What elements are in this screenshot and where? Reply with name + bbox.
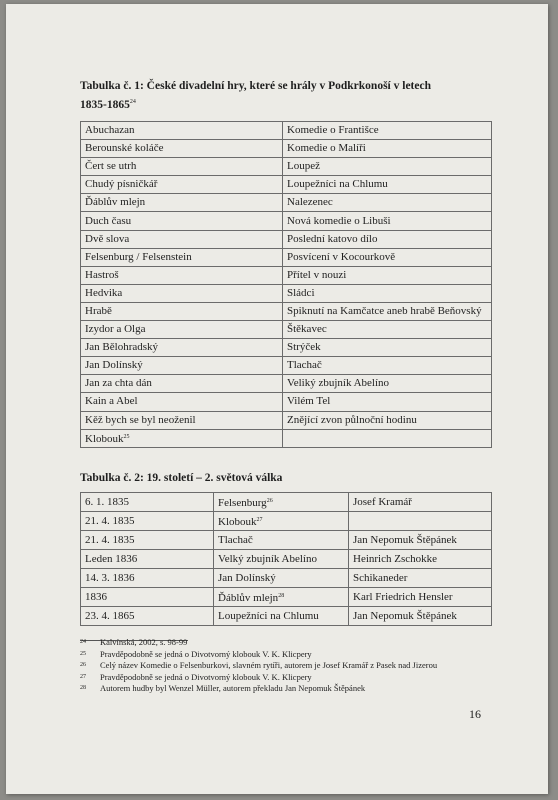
cell-text: Josef Kramář: [353, 495, 412, 508]
title-cell: [214, 493, 349, 512]
cell-text: 21. 4. 1835: [85, 533, 135, 546]
cell-text: Čert se utrh: [85, 160, 137, 173]
table-row: [81, 512, 492, 531]
cell-text: Hrabě: [85, 304, 112, 317]
cell-text: Leden 1836: [85, 552, 138, 565]
play-title-cell: [81, 212, 283, 230]
cell-text: Izydor a Olga: [85, 323, 146, 336]
cell-text: Komedie o Františce: [287, 124, 379, 137]
table-row: [81, 550, 492, 569]
table-row: [81, 493, 492, 512]
footnotes: [80, 637, 437, 695]
footnote-ref: 28: [278, 592, 285, 599]
cell-text: Tlachač: [218, 533, 253, 546]
footnote-number: 25: [80, 650, 86, 657]
cell-text: Strýček: [287, 341, 321, 354]
play-title-cell-right: [283, 357, 492, 375]
play-title-cell: [81, 158, 283, 176]
play-title-cell-right: [283, 339, 492, 357]
footnote-ref: 25: [123, 433, 130, 440]
cell-text: Kěž bych se byl neoženil: [85, 413, 196, 426]
table-row: [81, 339, 492, 357]
footnote-ref: 24: [129, 99, 136, 105]
play-title-cell: [81, 302, 283, 320]
footnote: [80, 660, 437, 672]
table-row: [81, 230, 492, 248]
date-cell: [81, 607, 214, 626]
play-title-cell: [81, 429, 283, 447]
date-cell: [81, 550, 214, 569]
title-cell: [214, 569, 349, 588]
footnote: [80, 637, 437, 649]
play-title-cell-right: [283, 248, 492, 266]
cell-text: Felsenburg / Felsenstein: [85, 250, 192, 263]
author-cell: [349, 588, 492, 607]
play-title-cell-right: [283, 266, 492, 284]
author-cell: [349, 607, 492, 626]
play-title-cell: [81, 393, 283, 411]
cell-text: Veliký zbujník Abelíno: [287, 377, 390, 390]
cell-text: 1836: [85, 590, 107, 603]
table-row: [81, 429, 492, 447]
play-title-cell-right: [283, 375, 492, 393]
play-title-cell-right: [283, 411, 492, 429]
table-row: [81, 393, 492, 411]
cell-text: Dvě slova: [85, 232, 130, 245]
title-cell: [214, 550, 349, 569]
date-cell: [81, 588, 214, 607]
cell-text: Vilém Tel: [287, 395, 331, 408]
cell-text: Jan Nepomuk Štěpánek: [353, 609, 457, 622]
cell-text: Jan Bělohradský: [85, 341, 159, 354]
cell-text: Heinrich Zschokke: [353, 552, 437, 565]
cell-text: Jan za chta dán: [85, 377, 152, 390]
footnote-number: 26: [80, 662, 86, 669]
cell-text: 21. 4. 1835: [85, 514, 135, 527]
cell-text: Loupež: [287, 160, 320, 173]
table-plays-podkrkonosi: [80, 121, 492, 448]
document-page: [6, 4, 548, 794]
cell-text: Tlachač: [287, 359, 322, 372]
play-title-cell: [81, 140, 283, 158]
play-title-cell: [81, 357, 283, 375]
table-row: [81, 122, 492, 140]
play-title-cell-right: [283, 212, 492, 230]
title-cell: [214, 531, 349, 550]
table1-caption-years: 1835-1865: [80, 99, 130, 111]
play-title-cell-right: [283, 302, 492, 320]
table-row: [81, 531, 492, 550]
date-cell: [81, 531, 214, 550]
title-cell: [214, 512, 349, 531]
table-row: [81, 607, 492, 626]
play-title-cell: [81, 339, 283, 357]
table-row: [81, 302, 492, 320]
play-title-cell: [81, 176, 283, 194]
table-row: [81, 176, 492, 194]
table-row: [81, 357, 492, 375]
footnote-number: 28: [80, 685, 86, 692]
cell-text: Přítel v nouzi: [287, 268, 347, 281]
cell-text: Duch času: [85, 214, 132, 227]
table-row: [81, 375, 492, 393]
play-title-cell-right: [283, 429, 492, 447]
play-title-cell-right: [283, 230, 492, 248]
cell-text: Klobouk: [85, 432, 124, 445]
play-title-cell-right: [283, 194, 492, 212]
play-title-cell: [81, 194, 283, 212]
footnote: [80, 683, 437, 695]
table1-caption-line2: [80, 94, 431, 113]
cell-text: Karl Friedrich Hensler: [353, 590, 453, 603]
table1-caption-line1: Tabulka č. 1: České divadelní hry, které se hrály v Podkrkonoší v letech: [80, 80, 431, 92]
cell-text: Posvícení v Kocourkově: [287, 250, 396, 263]
footnote: [80, 649, 437, 661]
play-title-cell: [81, 266, 283, 284]
cell-text: Spiknutí na Kamčatce aneb hrabě Beňovský: [287, 304, 482, 317]
table-row: [81, 569, 492, 588]
cell-text: 14. 3. 1836: [85, 571, 135, 584]
cell-text: Znějící zvon půlnoční hodinu: [287, 413, 417, 426]
table2-body: [81, 493, 492, 626]
cell-text: Poslední katovo dílo: [287, 232, 378, 245]
cell-text: Ďáblův mlejn: [85, 196, 146, 209]
table-row: [81, 140, 492, 158]
table-row: [81, 212, 492, 230]
cell-text: Nalezenec: [287, 196, 333, 209]
cell-text: Nová komedie o Libuši: [287, 214, 391, 227]
author-cell: [349, 493, 492, 512]
table-row: [81, 588, 492, 607]
cell-text: Abuchazan: [85, 124, 135, 137]
play-title-cell-right: [283, 321, 492, 339]
play-title-cell: [81, 230, 283, 248]
footnote-text: Kalvínská, 2002, s. 98-99: [100, 637, 188, 647]
author-cell: [349, 531, 492, 550]
play-title-cell-right: [283, 176, 492, 194]
date-cell: [81, 493, 214, 512]
cell-text: Chudý písničkář: [85, 178, 158, 191]
play-title-cell: [81, 248, 283, 266]
table-row: [81, 194, 492, 212]
cell-text: Schikaneder: [353, 571, 408, 584]
table-row: [81, 284, 492, 302]
cell-text: 23. 4. 1865: [85, 609, 135, 622]
play-title-cell-right: [283, 393, 492, 411]
date-cell: [81, 569, 214, 588]
table-row: [81, 248, 492, 266]
page-number: 16: [469, 707, 481, 721]
table-row: [81, 266, 492, 284]
cell-text: Štěkavec: [287, 323, 327, 336]
play-title-cell: [81, 321, 283, 339]
footnote-ref: 27: [256, 516, 263, 523]
title-cell: [214, 588, 349, 607]
footnote-text: Pravděpodobně se jedná o Divotvorný klobouk V. K. Klicpery: [100, 671, 312, 682]
table-19th-century: [80, 492, 492, 626]
play-title-cell: [81, 284, 283, 302]
play-title-cell: [81, 375, 283, 393]
footnote-ref: 26: [266, 497, 273, 504]
cell-text: Sládci: [287, 286, 315, 299]
cell-text: Komedie o Malíři: [287, 142, 366, 155]
author-cell: [349, 512, 492, 531]
author-cell: [349, 569, 492, 588]
cell-text: Velký zbujník Abelíno: [218, 552, 317, 565]
cell-text: Hastroš: [85, 268, 119, 281]
footnote-text: Celý název Komedie o Felsenburkovi, slavném rytíři, autorem je Josef Kramář z Pasek nad Jizerou: [100, 660, 438, 671]
cell-text: Klobouk: [218, 515, 257, 528]
table1-body: [81, 122, 492, 448]
title-cell: [214, 607, 349, 626]
cell-text: Felsenburg: [218, 496, 267, 509]
footnote-number: 24: [80, 639, 86, 645]
footnote-number: 27: [80, 673, 86, 680]
play-title-cell: [81, 411, 283, 429]
play-title-cell-right: [283, 122, 492, 140]
footnote: [80, 672, 437, 684]
cell-text: Hedvika: [85, 286, 123, 299]
footnote-text: Pravděpodobně se jedná o Divotvorný klobouk V. K. Klicpery: [100, 648, 312, 659]
cell-text: Jan Dolínský: [218, 571, 276, 584]
play-title-cell-right: [283, 284, 492, 302]
cell-text: 6. 1. 1835: [85, 495, 129, 508]
cell-text: Loupežníci na Chlumu: [218, 609, 319, 622]
cell-text: Jan Nepomuk Štěpánek: [353, 533, 457, 546]
cell-text: Ďáblův mlejn: [218, 591, 279, 604]
table2-caption: Tabulka č. 2: 19. století – 2. světová válka: [80, 472, 283, 484]
table-row: [81, 158, 492, 176]
cell-text: Kain a Abel: [85, 395, 138, 408]
author-cell: [349, 550, 492, 569]
table-row: [81, 321, 492, 339]
date-cell: [81, 512, 214, 531]
cell-text: Berounské koláče: [85, 142, 164, 155]
table-row: [81, 411, 492, 429]
play-title-cell-right: [283, 158, 492, 176]
footnote-text: Autorem hudby byl Wenzel Müller, autorem překladu Jan Nepomuk Štěpánek: [100, 683, 366, 694]
cell-text: Jan Dolínský: [85, 359, 143, 372]
play-title-cell: [81, 122, 283, 140]
table1-caption: [80, 78, 431, 113]
play-title-cell-right: [283, 140, 492, 158]
cell-text: Loupežníci na Chlumu: [287, 178, 388, 191]
